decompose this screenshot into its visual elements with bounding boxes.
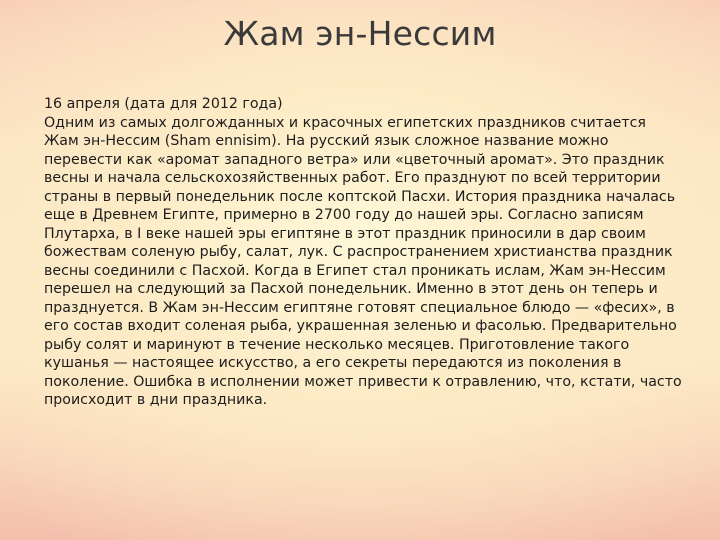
date-line: 16 апреля (дата для 2012 года) — [44, 96, 283, 112]
slide-content — [44, 95, 684, 410]
body-paragraph: Одним из самых долгожданных и красочных египетских праздников считается Жам эн-Нессим (Sham ennisim). На русский язык сложное название можно перевести как «аромат западного ветра» или «цветочный аромат». Это праздник весны и начала сельскохозяйственных работ. Его празднуют по всей территории страны в первый понедельник после коптской Пасхи. История праздника началась еще в Древнем Египте, примерно в 2700 году до нашей эры. Согласно записям Плутарха, в I веке нашей эры египтяне в этот праздник приносили в дар своим божествам соленую рыбу, салат, лук. С распространением христианства праздник весны соединили с Пасхой. Когда в Египет стал проникать ислам, Жам эн-Нессим перешел на следующий за Пасхой понедельник. Именно в этот день он теперь и празднуется. В Жам эн-Нессим египтяне готовят специальное блюдо — «фесих», в его состав входит соленая рыба, украшенная зеленью и фасолью. Предварительно рыбу солят и маринуют в течение несколько месяцев. Приготовление такого кушанья — настоящее искусство, а его секреты передаются из поколения в поколение. Ошибка в исполнении может привести к отравлению, что, кстати, часто происходит в дни праздника. — [44, 114, 682, 408]
slide-title: Жам эн-Нессим — [223, 14, 497, 53]
